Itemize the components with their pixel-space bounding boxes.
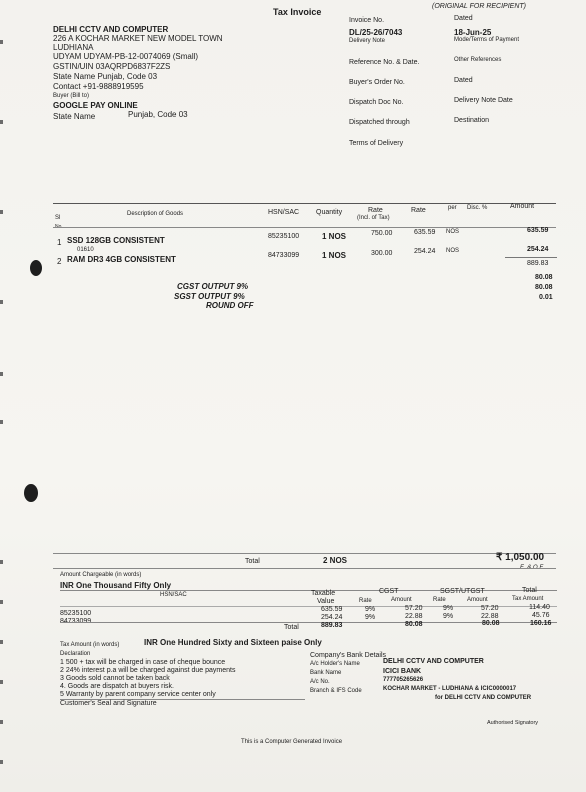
terms-of-delivery-label: Terms of Delivery bbox=[349, 140, 404, 147]
tax-amount-sgst: 80.08 bbox=[535, 284, 553, 291]
seller-gstin: GSTIN/UIN 03AQRPD6837F2ZS bbox=[53, 62, 171, 71]
tax-total-cgst: 80.08 bbox=[405, 621, 423, 628]
bank-account: 777705265626 bbox=[383, 677, 424, 683]
col-hsn: HSN/SAC bbox=[268, 209, 300, 216]
delivery-note-label: Delivery Note bbox=[349, 38, 386, 44]
total-amount: ₹ 1,050.00 bbox=[496, 552, 545, 563]
tax-amount-roundoff: 0.01 bbox=[539, 294, 553, 301]
page-title: Tax Invoice bbox=[273, 7, 322, 17]
col-sl: Sl bbox=[55, 215, 61, 221]
row-qty: 1 NOS bbox=[322, 251, 347, 260]
dispatch-doc-label: Dispatch Doc No. bbox=[349, 99, 404, 106]
seller-address2: LUDHIANA bbox=[53, 43, 94, 52]
tax-row-sgst-rate: 9% bbox=[443, 613, 454, 620]
tax-col-taxable: Taxable bbox=[311, 590, 336, 597]
items-header-top-rule bbox=[53, 203, 556, 204]
tax-row-hsn: 85235100 bbox=[60, 610, 92, 617]
tax-row-taxable: 254.24 bbox=[321, 614, 343, 621]
col-disc: Disc. % bbox=[467, 205, 488, 211]
tax-label-roundoff: ROUND OFF bbox=[206, 301, 254, 310]
col-rate: Rate bbox=[411, 207, 426, 214]
tax-row-sgst-rate: 9% bbox=[443, 605, 454, 612]
buyer-label: Buyer (Bill to) bbox=[53, 93, 90, 99]
tax-col-cgst: CGST bbox=[379, 588, 399, 595]
col-rate-incl-note: (Incl. of Tax) bbox=[357, 215, 390, 221]
col-per: per bbox=[448, 205, 457, 211]
amount-words-value: INR One Thousand Fifty Only bbox=[60, 581, 172, 590]
row-rate-incl: 750.00 bbox=[371, 230, 393, 237]
seller-contact: Contact +91-9888919595 bbox=[53, 82, 144, 91]
authorised-signatory-label: Authorised Signatory bbox=[487, 720, 539, 726]
customer-signature-label: Customer's Seal and Signature bbox=[60, 700, 157, 707]
declaration-line: 1 500 + tax will be charged in case of cheque bounce bbox=[60, 659, 226, 666]
row-rate: 635.59 bbox=[414, 229, 436, 236]
row-rate-incl: 300.00 bbox=[371, 250, 393, 257]
tax-total-label: Total bbox=[284, 624, 299, 631]
bank-name: ICICI BANK bbox=[383, 668, 422, 675]
row-hsn: 84733099 bbox=[268, 252, 300, 259]
bank-title: Company's Bank Details bbox=[310, 652, 387, 659]
col-rate-incl: Rate bbox=[368, 207, 383, 214]
dispatched-through-label: Dispatched through bbox=[349, 119, 410, 126]
tax-words-label: Tax Amount (in words) bbox=[60, 642, 120, 648]
bank-name-label: Bank Name bbox=[310, 670, 342, 676]
bank-holder-label: A/c Holder's Name bbox=[310, 661, 360, 667]
invoice-no-label: Invoice No. bbox=[349, 17, 385, 24]
seller-state: State Name Punjab, Code 03 bbox=[53, 72, 158, 81]
row-hsn: 85235100 bbox=[268, 233, 300, 240]
tax-row-total: 45.76 bbox=[532, 612, 550, 619]
tax-row-cgst-amount: 22.88 bbox=[405, 613, 423, 620]
row-description: RAM DR3 4GB CONSISTENT bbox=[67, 255, 176, 264]
order-dated-label: Dated bbox=[454, 77, 473, 84]
tax-label-sgst: SGST OUTPUT 9% bbox=[174, 292, 245, 301]
tax-total-amount: 160.16 bbox=[530, 620, 552, 627]
tax-row-cgst-rate: 9% bbox=[365, 614, 376, 621]
buyer-name: GOOGLE PAY ONLINE bbox=[53, 101, 138, 110]
col-description: Description of Goods bbox=[127, 211, 184, 217]
dated-label: Dated bbox=[454, 15, 473, 22]
row-per: NOS bbox=[446, 248, 460, 254]
tax-amount-cgst: 80.08 bbox=[535, 274, 553, 281]
tax-row-cgst-amount: 57.20 bbox=[405, 605, 423, 612]
tax-row-cgst-rate: 9% bbox=[365, 606, 376, 613]
total-top-rule bbox=[53, 553, 556, 554]
declaration-line: 3 Goods sold cannot be taken back bbox=[60, 675, 170, 682]
tax-row-taxable: 635.59 bbox=[321, 606, 343, 613]
declaration-label: Declaration bbox=[60, 651, 91, 657]
punch-hole-top bbox=[30, 260, 42, 276]
total-quantity: 2 NOS bbox=[323, 556, 348, 565]
row-amount: 635.59 bbox=[527, 227, 549, 234]
amount-words-label: Amount Chargeable (in words) bbox=[60, 572, 142, 578]
bank-branch: KOCHAR MARKET - LUDHIANA & ICIC0000017 bbox=[383, 686, 517, 692]
row-amount: 254.24 bbox=[527, 246, 549, 253]
tax-row-sgst-amount: 57.20 bbox=[481, 605, 499, 612]
declaration-line: 2 24% interest p.a will be charged against due payments bbox=[60, 667, 236, 674]
buyers-order-label: Buyer's Order No. bbox=[349, 79, 405, 86]
invoice-no: DL/25-26/7043 bbox=[349, 28, 403, 37]
invoice-date: 18-Jun-25 bbox=[454, 28, 492, 37]
seller-name: DELHI CCTV AND COMPUTER bbox=[53, 25, 169, 34]
for-company-label: for DELHI CCTV AND COMPUTER bbox=[435, 695, 532, 701]
tax-col-sgst-rate: Rate bbox=[433, 597, 446, 603]
tax-col-taxable-value: Value bbox=[317, 598, 335, 605]
tax-col-total-amount: Tax Amount bbox=[512, 596, 544, 602]
buyer-state-label: State Name bbox=[53, 112, 96, 121]
bank-account-label: A/c No. bbox=[310, 679, 330, 685]
declaration-line: 4. Goods are dispatch at buyers risk. bbox=[60, 683, 174, 690]
tax-col-cgst-rate: Rate bbox=[359, 598, 372, 604]
col-quantity: Quantity bbox=[316, 209, 343, 216]
footer-note: This is a Computer Generated Invoice bbox=[241, 739, 343, 745]
tax-col-sgst: SGST/UTGST bbox=[440, 588, 485, 595]
row-rate: 254.24 bbox=[414, 248, 436, 255]
tax-col-sgst-amount: Amount bbox=[467, 597, 488, 603]
tax-total-taxable: 889.83 bbox=[321, 622, 343, 629]
reference-label: Reference No. & Date. bbox=[349, 59, 420, 66]
tax-words-value: INR One Hundred Sixty and Sixteen paise Only bbox=[144, 638, 322, 647]
other-references-label: Other References bbox=[454, 57, 502, 63]
col-amount: Amount bbox=[510, 203, 535, 210]
copy-label: (ORIGINAL FOR RECIPIENT) bbox=[432, 3, 526, 10]
declaration-line: 5 Warranty by parent company service center only bbox=[60, 691, 216, 698]
total-label: Total bbox=[245, 558, 260, 565]
tax-label-cgst: CGST OUTPUT 9% bbox=[177, 282, 249, 291]
tax-total-sgst: 80.08 bbox=[482, 620, 500, 627]
row-sub: 01610 bbox=[77, 247, 94, 253]
bank-holder: DELHI CCTV AND COMPUTER bbox=[383, 658, 484, 665]
seller-address1: 226 A KOCHAR MARKET NEW MODEL TOWN bbox=[53, 34, 223, 43]
total-bottom-rule bbox=[53, 568, 556, 569]
subtotal-amount: 889.83 bbox=[527, 260, 549, 267]
row-qty: 1 NOS bbox=[322, 232, 347, 241]
row-sl: 1 bbox=[57, 238, 62, 247]
punch-hole-bottom bbox=[24, 484, 38, 502]
row-description: SSD 128GB CONSISTENT bbox=[67, 236, 165, 245]
row-sl: 2 bbox=[57, 257, 62, 266]
destination-label: Destination bbox=[454, 117, 490, 124]
items-header-bottom-rule bbox=[53, 227, 556, 228]
seller-udyam: UDYAM UDYAM-PB-12-0074069 (Small) bbox=[53, 52, 199, 61]
row-per: NOS bbox=[446, 229, 460, 235]
tax-col-cgst-amount: Amount bbox=[391, 597, 412, 603]
buyer-state-value: Punjab, Code 03 bbox=[128, 110, 188, 119]
payment-terms-label: Mode/Terms of Payment bbox=[454, 37, 520, 43]
tax-row-total: 114.40 bbox=[529, 604, 550, 611]
tax-col-hsn: HSN/SAC bbox=[160, 592, 187, 598]
tax-row-sgst-amount: 22.88 bbox=[481, 613, 499, 620]
bank-branch-label: Branch & IFS Code bbox=[310, 688, 362, 694]
subtotal-rule bbox=[505, 257, 557, 258]
tax-col-total: Total bbox=[522, 587, 537, 594]
delivery-note-date-label: Delivery Note Date bbox=[454, 97, 513, 104]
